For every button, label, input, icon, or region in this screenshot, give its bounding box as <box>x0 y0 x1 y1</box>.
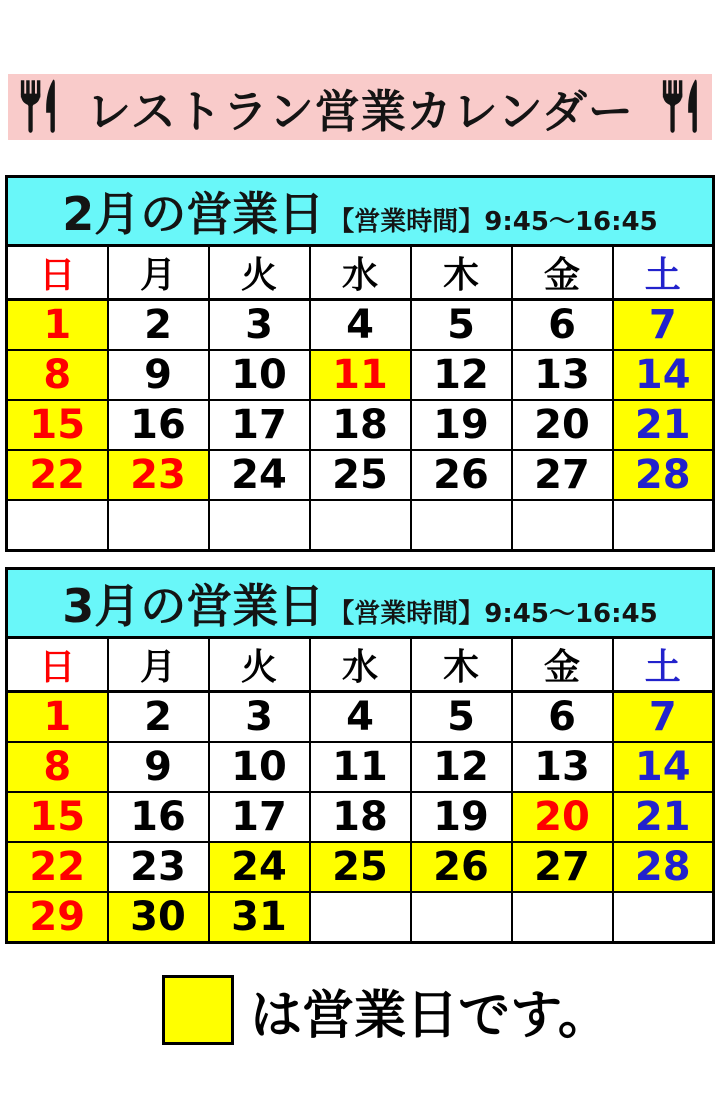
calendar-day-cell: 18 <box>310 400 411 450</box>
calendar-day-cell: 16 <box>108 400 209 450</box>
calendar-day-cell: 12 <box>411 742 512 792</box>
calendar-day-cell: 20 <box>512 792 613 842</box>
calendar-day-cell: 22 <box>7 450 108 500</box>
legend <box>26 965 720 1055</box>
calendar-day-cell: 11 <box>310 742 411 792</box>
calendar-day-cell: 19 <box>411 792 512 842</box>
calendar-day-cell: 7 <box>613 300 714 351</box>
calendar-day-cell: 10 <box>209 350 310 400</box>
calendar-day-cell: 6 <box>512 692 613 743</box>
weekday-row <box>7 638 714 692</box>
date-row <box>7 692 714 743</box>
calendar-day-cell: 12 <box>411 350 512 400</box>
calendar-day-cell: 3 <box>209 692 310 743</box>
calendar-day-cell: 9 <box>108 350 209 400</box>
weekday-label: 水 <box>310 246 411 300</box>
restaurant-calendar-title: レストラン営業カレンダー <box>86 84 634 138</box>
date-row <box>7 792 714 842</box>
weekday-label: 木 <box>411 638 512 692</box>
calendar-day-cell: 24 <box>209 450 310 500</box>
weekday-label: 月 <box>108 246 209 300</box>
calendar-day-cell: 13 <box>512 350 613 400</box>
calendar-day-cell: 19 <box>411 400 512 450</box>
weekday-row <box>7 246 714 300</box>
weekday-label: 金 <box>512 638 613 692</box>
calendar-day-cell: 5 <box>411 692 512 743</box>
calendar-day-cell: 30 <box>108 892 209 943</box>
calendar-day-cell: 20 <box>512 400 613 450</box>
weekday-label: 土 <box>613 638 714 692</box>
february-calendar-table <box>5 175 715 552</box>
calendar-day-cell: 4 <box>310 692 411 743</box>
calendar-day-cell: 26 <box>411 842 512 892</box>
calendar-day-cell: 6 <box>512 300 613 351</box>
calendar-day-cell: 21 <box>613 792 714 842</box>
calendar-day-cell: 3 <box>209 300 310 351</box>
calendar-day-cell: 22 <box>7 842 108 892</box>
date-row <box>7 742 714 792</box>
calendar-day-cell: 8 <box>7 350 108 400</box>
empty-day-cell <box>7 500 108 551</box>
empty-day-cell <box>613 892 714 943</box>
date-row <box>7 892 714 943</box>
calendar-day-cell: 23 <box>108 842 209 892</box>
fork-knife-icon <box>18 78 60 136</box>
legend-text: は営業日です。 <box>250 985 610 1046</box>
calendar-day-cell: 28 <box>613 842 714 892</box>
empty-day-cell <box>310 892 411 943</box>
calendar-day-cell: 24 <box>209 842 310 892</box>
calendar-hours: 【営業時間】9:45～16:45 <box>328 207 658 237</box>
calendar-day-cell: 25 <box>310 450 411 500</box>
calendar-day-cell: 15 <box>7 400 108 450</box>
calendar-day-cell: 29 <box>7 892 108 943</box>
calendar-day-cell: 17 <box>209 400 310 450</box>
weekday-label: 土 <box>613 246 714 300</box>
date-row <box>7 300 714 351</box>
weekday-label: 金 <box>512 246 613 300</box>
calendar-day-cell: 17 <box>209 792 310 842</box>
fork-knife-icon <box>660 78 702 136</box>
empty-day-cell <box>411 500 512 551</box>
march-calendar-table <box>5 567 715 944</box>
calendar-title: 3月の営業日 <box>62 579 325 633</box>
calendar-day-cell: 15 <box>7 792 108 842</box>
weekday-label: 木 <box>411 246 512 300</box>
calendar-day-cell: 1 <box>7 692 108 743</box>
calendar-day-cell: 25 <box>310 842 411 892</box>
open-day-swatch <box>162 975 234 1045</box>
calendar-day-cell: 4 <box>310 300 411 351</box>
weekday-label: 水 <box>310 638 411 692</box>
date-row <box>7 450 714 500</box>
calendar-day-cell: 18 <box>310 792 411 842</box>
calendar-title: 2月の営業日 <box>62 187 325 241</box>
calendar-day-cell: 14 <box>613 742 714 792</box>
date-row <box>7 500 714 551</box>
calendar-day-cell: 13 <box>512 742 613 792</box>
calendar-title-row <box>7 569 714 638</box>
calendar-day-cell: 26 <box>411 450 512 500</box>
calendar-day-cell: 1 <box>7 300 108 351</box>
calendar-header <box>7 569 714 638</box>
calendar-header <box>7 177 714 246</box>
empty-day-cell <box>512 500 613 551</box>
calendar-day-cell: 2 <box>108 692 209 743</box>
weekday-label: 火 <box>209 638 310 692</box>
title-banner <box>8 74 712 140</box>
empty-day-cell <box>209 500 310 551</box>
weekday-label: 日 <box>7 638 108 692</box>
date-row <box>7 350 714 400</box>
date-row <box>7 842 714 892</box>
calendar-day-cell: 27 <box>512 450 613 500</box>
calendar-day-cell: 8 <box>7 742 108 792</box>
calendar-title-row <box>7 177 714 246</box>
empty-day-cell <box>411 892 512 943</box>
weekday-label: 火 <box>209 246 310 300</box>
calendar-day-cell: 11 <box>310 350 411 400</box>
calendar-day-cell: 7 <box>613 692 714 743</box>
calendar-day-cell: 2 <box>108 300 209 351</box>
calendar-day-cell: 14 <box>613 350 714 400</box>
calendar-day-cell: 21 <box>613 400 714 450</box>
calendar-day-cell: 9 <box>108 742 209 792</box>
date-row <box>7 400 714 450</box>
empty-day-cell <box>512 892 613 943</box>
calendar-day-cell: 28 <box>613 450 714 500</box>
calendar-hours: 【営業時間】9:45～16:45 <box>328 599 658 629</box>
empty-day-cell <box>108 500 209 551</box>
calendar-day-cell: 23 <box>108 450 209 500</box>
empty-day-cell <box>310 500 411 551</box>
calendar-day-cell: 10 <box>209 742 310 792</box>
calendar-day-cell: 16 <box>108 792 209 842</box>
calendar-day-cell: 5 <box>411 300 512 351</box>
calendar-day-cell: 27 <box>512 842 613 892</box>
empty-day-cell <box>613 500 714 551</box>
weekday-label: 月 <box>108 638 209 692</box>
weekday-label: 日 <box>7 246 108 300</box>
calendar-day-cell: 31 <box>209 892 310 943</box>
